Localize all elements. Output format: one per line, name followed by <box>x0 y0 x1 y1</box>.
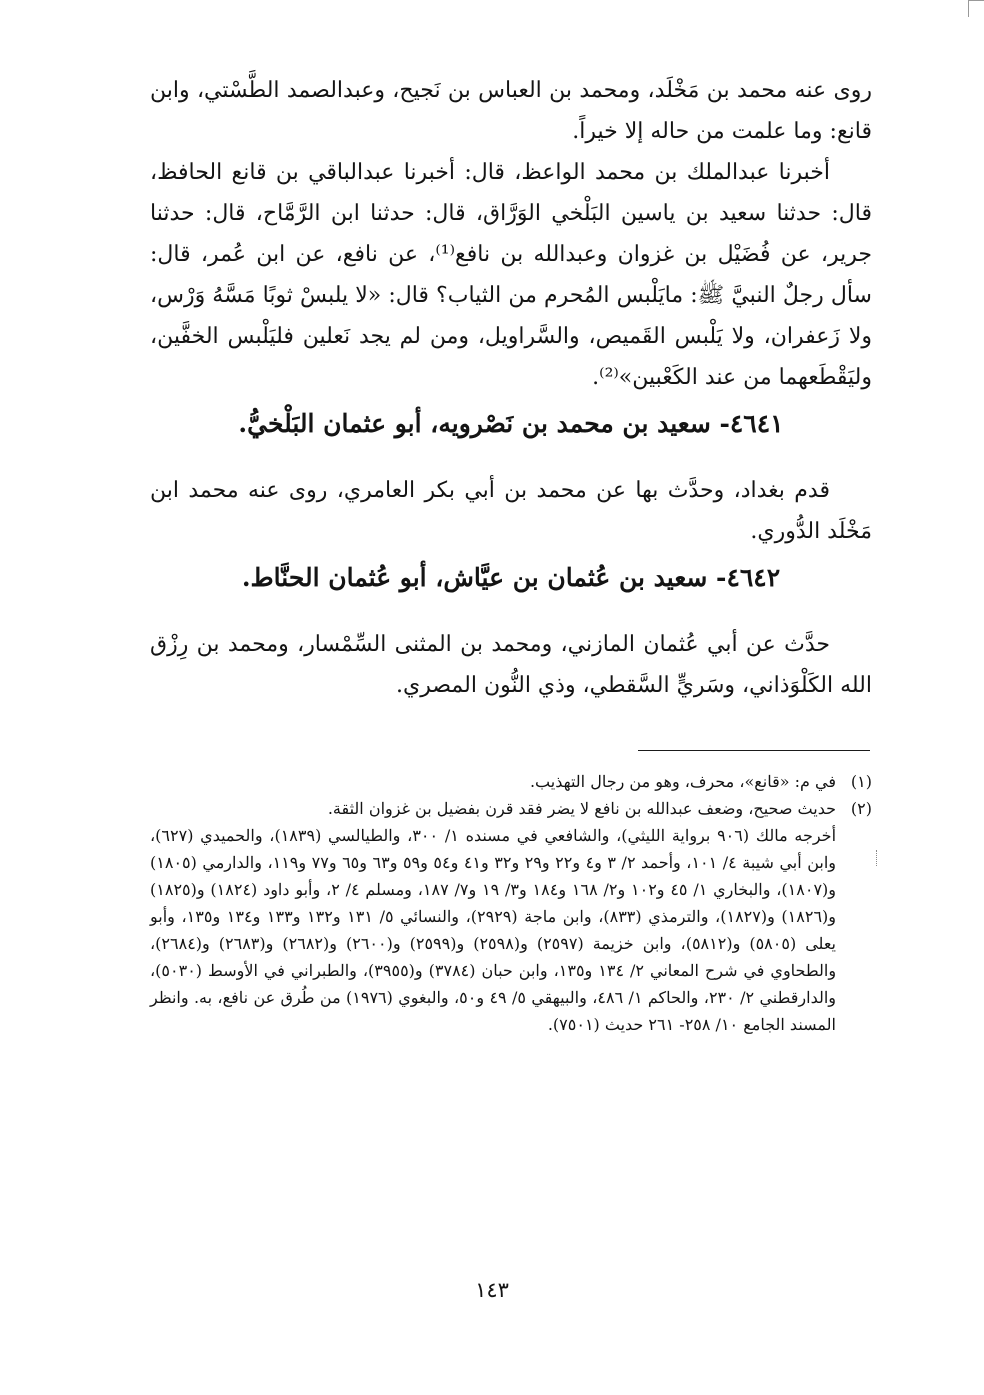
footnote-number: (٢) <box>850 799 872 818</box>
footnote-2-continuation <box>150 822 872 1038</box>
paragraph-1: روى عنه محمد بن مَخْلَد، ومحمد بن العباس بن نَجيح، وعبدالصمد الطَّسْتي، وابن قانع: وما علمت من حاله إلا خيراً. <box>150 78 872 144</box>
corner-mark <box>968 0 984 17</box>
footnote-text: أخرجه مالك (٩٠٦ برواية الليثي)، والشافعي في مسنده ١/ ٣٠٠، والطيالسي (١٨٣٩)، والحميدي (٦٢٧)، وابن أبي شيبة ٤/ ١٠١، وأحمد ٢/ ٣ و٤ و٢٢ و٢٩ و٣٢ و٤١ و٥٤ و٥٩ و٦٣ و٦٥ و٧٧ و١١٩، والدارمي (١٨٠٥) و(١٨٠٧)، والبخاري ١/ ٤٥ و١٠٢ و٢/ ١٦٨ و١٨٤ و٣/ ١٩ و٧/ ١٨٧، ومسلم ٤/ ٢، وأبو داود (١٨٢٤) و(١٨٢٥) و(١٨٢٦) و(١٨٢٧)، والترمذي (٨٣٣)، وابن ماجة (٢٩٢٩)، والنسائي ٥/ ١٣١ و١٣٢ و١٣٣ و١٣٤ و١٣٥، وأبو يعلى (٥٨٠٥) و(٥٨١٢)، وابن خزيمة (٢٥٩٧) و(٢٥٩٨) و(٢٥٩٩) و(٢٦٠٠) و(٢٦٨٢) و(٢٦٨٣) و(٢٦٨٤)، والطحاوي في شرح المعاني ٢/ ١٣٤ و١٣٥، وابن حبان (٣٧٨٤) و(٣٩٥٥)، والطبراني في الأوسط (٥٠٣٠)، والدارقطني ٢/ ٢٣٠، والحاكم ١/ ٤٨٦، والبيهقي ٥/ ٤٩ و٥٠، والبغوي (١٩٧٦) من طُرق عن نافع، به. وانظر المسند الجامع ١٠/ ٢٥٨- ٢٦١ حديث (٧٥٠١). <box>150 826 837 1034</box>
paragraph-3: قدم بغداد، وحدَّث بها عن محمد بن أبي بكر العامري، روى عنه محمد ابن مَخْلَد الدُّوري. <box>150 478 872 544</box>
paragraph-2: أخبرنا عبدالملك بن محمد الواعظ، قال: أخبرنا عبدالباقي بن قانع الحافظ، قال: حدثنا سعيد بن ياسين البَلْخي الوَرَّاق، قال: حدثنا ابن الرَّمَّاح، قال: حدثنا جرير، عن فُضَيْل بن غزوان وعبدالله بن نافع⁽¹⁾، عن نافع، عن ابن عُمر، قال: سأل رجلٌ النبيَّ ﷺ: مايَلْبس المُحرم من الثياب؟ قال: «لا يلبسْ ثوبًا مَسَّهُ وَرْس، ولا زَعفران، ولا يَلْبس القَميص، والسَّراويل، ومن لم يجد نَعلين فليَلْبس الخفَّين، وليَقْطَعهما من عند الكَعْبين»⁽²⁾. <box>150 160 873 390</box>
footnote-2 <box>150 795 872 822</box>
footnotes <box>150 768 872 1038</box>
entry-heading-4642: ٤٦٤٢- سعيد بن عُثمان بن عيَّاش، أبو عُثمان الحنَّاط. <box>241 563 781 592</box>
footnote-divider <box>638 750 870 751</box>
entry-heading-4641: ٤٦٤١- سعيد بن محمد بن نَصْرويه، أبو عثمان البَلْخيُّ. <box>238 409 784 438</box>
footnote-text: في م: «قانع»، محرف، وهو من رجال التهذيب. <box>529 772 836 791</box>
main-text <box>150 70 872 706</box>
footnote-number: (١) <box>850 772 872 791</box>
footnote-text: حديث صحيح، وضعف عبدالله بن نافع لا يضر فقد قرن بفضيل بن غزوان الثقة. <box>327 799 836 818</box>
margin-dots <box>876 850 879 866</box>
footnote-indent <box>836 822 872 1038</box>
page-number: ١٤٣ <box>475 1278 509 1302</box>
paragraph-4: حدَّث عن أبي عُثمان المازني، ومحمد بن المثنى السِّمْسار، ومحمد بن رِزْق الله الكَلْوَذاني، وسَريٍّ السَّقطي، وذي النُّون المصري. <box>150 632 872 698</box>
footnote-1 <box>150 768 872 795</box>
